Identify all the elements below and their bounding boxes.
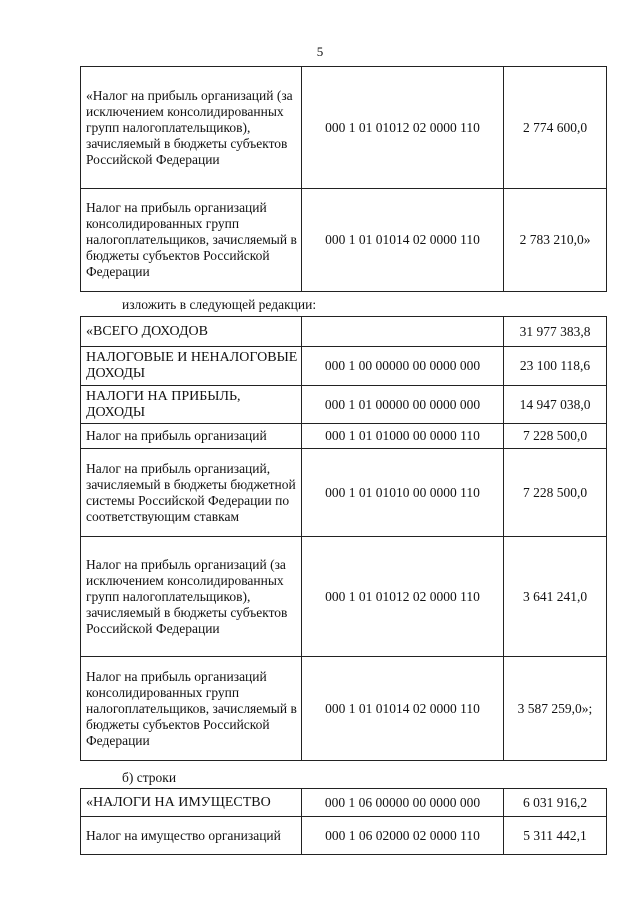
row-sum: 3 587 259,0»; bbox=[504, 657, 607, 761]
row-name: НАЛОГОВЫЕ И НЕНАЛОГОВЫЕ ДОХОДЫ bbox=[81, 347, 302, 386]
table-row bbox=[81, 789, 607, 817]
table-row bbox=[81, 317, 607, 347]
row-code: 000 1 01 01014 02 0000 110 bbox=[302, 189, 504, 292]
table-row bbox=[81, 537, 607, 657]
table-row bbox=[81, 817, 607, 855]
row-code: 000 1 01 01012 02 0000 110 bbox=[302, 537, 504, 657]
row-code: 000 1 00 00000 00 0000 000 bbox=[302, 347, 504, 386]
table-row bbox=[81, 449, 607, 537]
table-row bbox=[81, 67, 607, 189]
row-name: Налог на прибыль организаций консолидированных групп налогоплательщиков, зачисляемый в бюджеты субъектов Российской Федерации bbox=[81, 657, 302, 761]
row-sum: 5 311 442,1 bbox=[504, 817, 607, 855]
row-name: «Налог на прибыль организаций (за исключением консолидированных групп налогоплательщиков), зачисляемый в бюджеты субъектов Российской Федерации bbox=[81, 67, 302, 189]
row-code: 000 1 01 00000 00 0000 000 bbox=[302, 386, 504, 424]
row-code bbox=[302, 317, 504, 347]
row-name: Налог на имущество организаций bbox=[81, 817, 302, 855]
row-name: Налог на прибыль организаций консолидированных групп налогоплательщиков, зачисляемый в бюджеты субъектов Российской Федерации bbox=[81, 189, 302, 292]
table-row bbox=[81, 386, 607, 424]
row-name: «ВСЕГО ДОХОДОВ bbox=[81, 317, 302, 347]
row-code: 000 1 06 02000 02 0000 110 bbox=[302, 817, 504, 855]
table-row bbox=[81, 657, 607, 761]
table-row bbox=[81, 189, 607, 292]
row-name: «НАЛОГИ НА ИМУЩЕСТВО bbox=[81, 789, 302, 817]
row-sum: 3 641 241,0 bbox=[504, 537, 607, 657]
row-sum: 6 031 916,2 bbox=[504, 789, 607, 817]
row-code: 000 1 01 01012 02 0000 110 bbox=[302, 67, 504, 189]
row-name: Налог на прибыль организаций, зачисляемый в бюджеты бюджетной системы Российской Федерации по соответствующим ставкам bbox=[81, 449, 302, 537]
row-sum: 7 228 500,0 bbox=[504, 424, 607, 449]
row-sum: 2 783 210,0» bbox=[504, 189, 607, 292]
table-property-tax bbox=[80, 788, 607, 855]
row-name: Налог на прибыль организаций (за исключением консолидированных групп налогоплательщиков), зачисляемый в бюджеты субъектов Российской Федерации bbox=[81, 537, 302, 657]
table-new-edition bbox=[80, 316, 607, 761]
row-sum: 2 774 600,0 bbox=[504, 67, 607, 189]
row-code: 000 1 01 01010 00 0000 110 bbox=[302, 449, 504, 537]
row-code: 000 1 01 01000 00 0000 110 bbox=[302, 424, 504, 449]
rows-heading: б) строки bbox=[122, 770, 177, 785]
row-code: 000 1 06 00000 00 0000 000 bbox=[302, 789, 504, 817]
row-sum: 7 228 500,0 bbox=[504, 449, 607, 537]
page-number: 5 bbox=[316, 44, 324, 59]
table-row bbox=[81, 424, 607, 449]
row-sum: 31 977 383,8 bbox=[504, 317, 607, 347]
table-row bbox=[81, 347, 607, 386]
row-name: НАЛОГИ НА ПРИБЫЛЬ, ДОХОДЫ bbox=[81, 386, 302, 424]
row-name: Налог на прибыль организаций bbox=[81, 424, 302, 449]
row-code: 000 1 01 01014 02 0000 110 bbox=[302, 657, 504, 761]
row-sum: 14 947 038,0 bbox=[504, 386, 607, 424]
edit-instruction: изложить в следующей редакции: bbox=[122, 297, 317, 312]
table-amended-rows bbox=[80, 66, 607, 292]
row-sum: 23 100 118,6 bbox=[504, 347, 607, 386]
